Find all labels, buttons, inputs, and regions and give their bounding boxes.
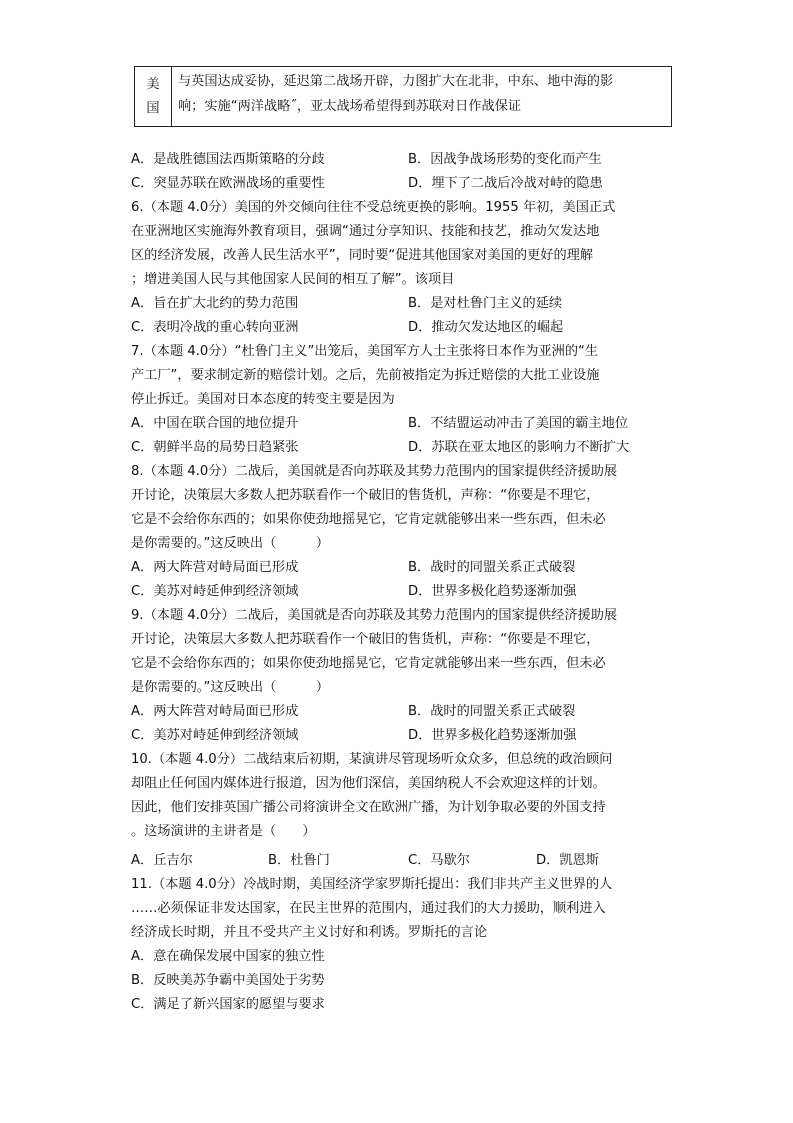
option-b: B．是对杜鲁门主义的延续 — [408, 296, 563, 311]
option-a: A．旨在扩大北约的势力范围 — [131, 296, 299, 311]
table-text-line: 响；实施“两洋战略˝，亚太战场希望得到苏联对日作战保证 — [178, 99, 522, 114]
question-stem-line: 开讨论，决策层大多数人把苏联看作一个破旧的售货机，声称：“你要是不理它， — [131, 632, 600, 647]
question-stem-line: 区的经济发展，改善人民生活水平”，同时要“促进其他国家对美国的更好的理解 — [131, 248, 594, 263]
option-a: A．意在确保发展中国家的独立性 — [131, 949, 325, 964]
option-d: D．世界多极化趋势逐渐加强 — [408, 728, 577, 743]
option-d: D．凯恩斯 — [536, 853, 599, 868]
option-c: C．马歇尔 — [408, 853, 470, 868]
question-stem-line: 是你需要的。”这反映出（ ） — [131, 680, 330, 695]
option-b: B．杜鲁门 — [268, 853, 330, 868]
question-stem-line: ……必须保证非发达国家，在民主世界的范围内，通过我们的大力援助，顺利进入 — [131, 901, 606, 916]
question-stem-line: 9.（本题 4.0分）二战后，美国就是否向苏联及其势力范围内的国家提供经济援助展 — [131, 608, 618, 623]
question-stem-line: 它是不会给你东西的；如果你使劲地摇晃它，它肯定就能够出来一些东西，但未必 — [131, 656, 606, 671]
question-stem-line: 10.（本题 4.0分）二战结束后初期，某演讲尽管现场听众众多，但总统的政治顾问 — [131, 752, 613, 767]
question-6 — [131, 196, 671, 340]
table-text-line: 与英国达成妥协，延迟第二战场开辟，力图扩大在北非，中东、地中海的影 — [178, 74, 614, 89]
option-d: D．世界多极化趋势逐渐加强 — [408, 584, 577, 599]
question-stem-line: 开讨论，决策层大多数人把苏联看作一个破旧的售货机，声称：“你要是不理它， — [131, 488, 600, 503]
table-row-text — [172, 67, 671, 126]
questions — [131, 148, 671, 1017]
option-a: A．两大阵营对峙局面已形成 — [131, 560, 299, 575]
row-header-char: 美 — [146, 76, 160, 92]
comparison-table — [134, 66, 672, 127]
option-b: B．不结盟运动冲击了美国的霸主地位 — [408, 416, 629, 431]
option-b: B．反映美苏争霸中美国处于劣势 — [131, 973, 325, 988]
table-row-header — [135, 67, 172, 126]
question-stem-line: 却阻止任何国内媒体进行报道，因为他们深信，美国纳税人不会欢迎这样的计划。 — [131, 776, 606, 791]
option-a: A．丘吉尔 — [131, 853, 193, 868]
question-stem-line: 。这场演讲的主讲者是（ ） — [131, 824, 316, 839]
option-a: A．两大阵营对峙局面已形成 — [131, 704, 299, 719]
question-stem-line: 8.（本题 4.0分）二战后，美国就是否向苏联及其势力范围内的国家提供经济援助展 — [131, 464, 618, 479]
question-stem-line: 停止拆迁。美国对日本态度的转变主要是因为 — [131, 392, 395, 407]
question-stem-line: 它是不会给你东西的；如果你使劲地摇晃它，它肯定就能够出来一些东西，但未必 — [131, 512, 606, 527]
option-c: C．美苏对峙延伸到经济领域 — [131, 584, 299, 599]
option-d: D．埋下了二战后冷战对峙的隐患 — [408, 176, 603, 191]
question-stem-line: 11.（本题 4.0分）冷战时期，美国经济学家罗斯托提出：我们非共产主义世界的人 — [131, 877, 613, 892]
question-stem-line: 6.（本题 4.0分）美国的外交倾向往往不受总统更换的影响。1955 年初，美国正式 — [131, 200, 616, 215]
option-d: D．苏联在亚太地区的影响力不断扩大 — [408, 440, 630, 455]
question-stem-line: 是你需要的。”这反映出（ ） — [131, 536, 330, 551]
option-c: C．表明冷战的重心转向亚洲 — [131, 320, 299, 335]
question-stem-line: 7.（本题 4.0分）“杜鲁门主义”出笼后，美国军方人士主张将日本作为亚洲的“生 — [131, 344, 599, 359]
question-stem-line: 产工厂”，要求制定新的赔偿计划。之后，先前被指定为拆迁赔偿的大批工业设施 — [131, 368, 600, 383]
option-a: A．中国在联合国的地位提升 — [131, 416, 299, 431]
question-8 — [131, 460, 671, 604]
question-stem-line: ；增进美国人民与其他国家人民间的相互了解”。该项目 — [131, 272, 455, 287]
option-b: B．因战争战场形势的变化而产生 — [408, 152, 602, 167]
question-7 — [131, 340, 671, 460]
option-c: C．满足了新兴国家的愿望与要求 — [131, 997, 325, 1012]
question-11 — [131, 873, 671, 1017]
option-c: C．突显苏联在欧洲战场的重要性 — [131, 176, 325, 191]
option-b: B．战时的同盟关系正式破裂 — [408, 560, 576, 575]
option-c: C．美苏对峙延伸到经济领域 — [131, 728, 299, 743]
question-5-options — [131, 148, 671, 196]
option-d: D．推动欠发达地区的崛起 — [408, 320, 564, 335]
row-header-char: 国 — [146, 100, 160, 116]
option-a: A．是战胜德国法西斯策略的分歧 — [131, 152, 325, 167]
question-stem-line: 经济成长时期，并且不受共产主义讨好和利诱。罗斯托的言论 — [131, 925, 488, 940]
question-stem-line: 因此，他们安排英国广播公司将演讲全文在欧洲广播，为计划争取必要的外国支持 — [131, 800, 606, 815]
option-c: C．朝鲜半岛的局势日趋紧张 — [131, 440, 299, 455]
question-stem-line: 在亚洲地区实施海外教育项目，强调“通过分享知识、技能和技艺，推动欠发达地 — [131, 224, 600, 239]
option-b: B．战时的同盟关系正式破裂 — [408, 704, 576, 719]
question-10 — [131, 748, 671, 873]
question-9 — [131, 604, 671, 748]
